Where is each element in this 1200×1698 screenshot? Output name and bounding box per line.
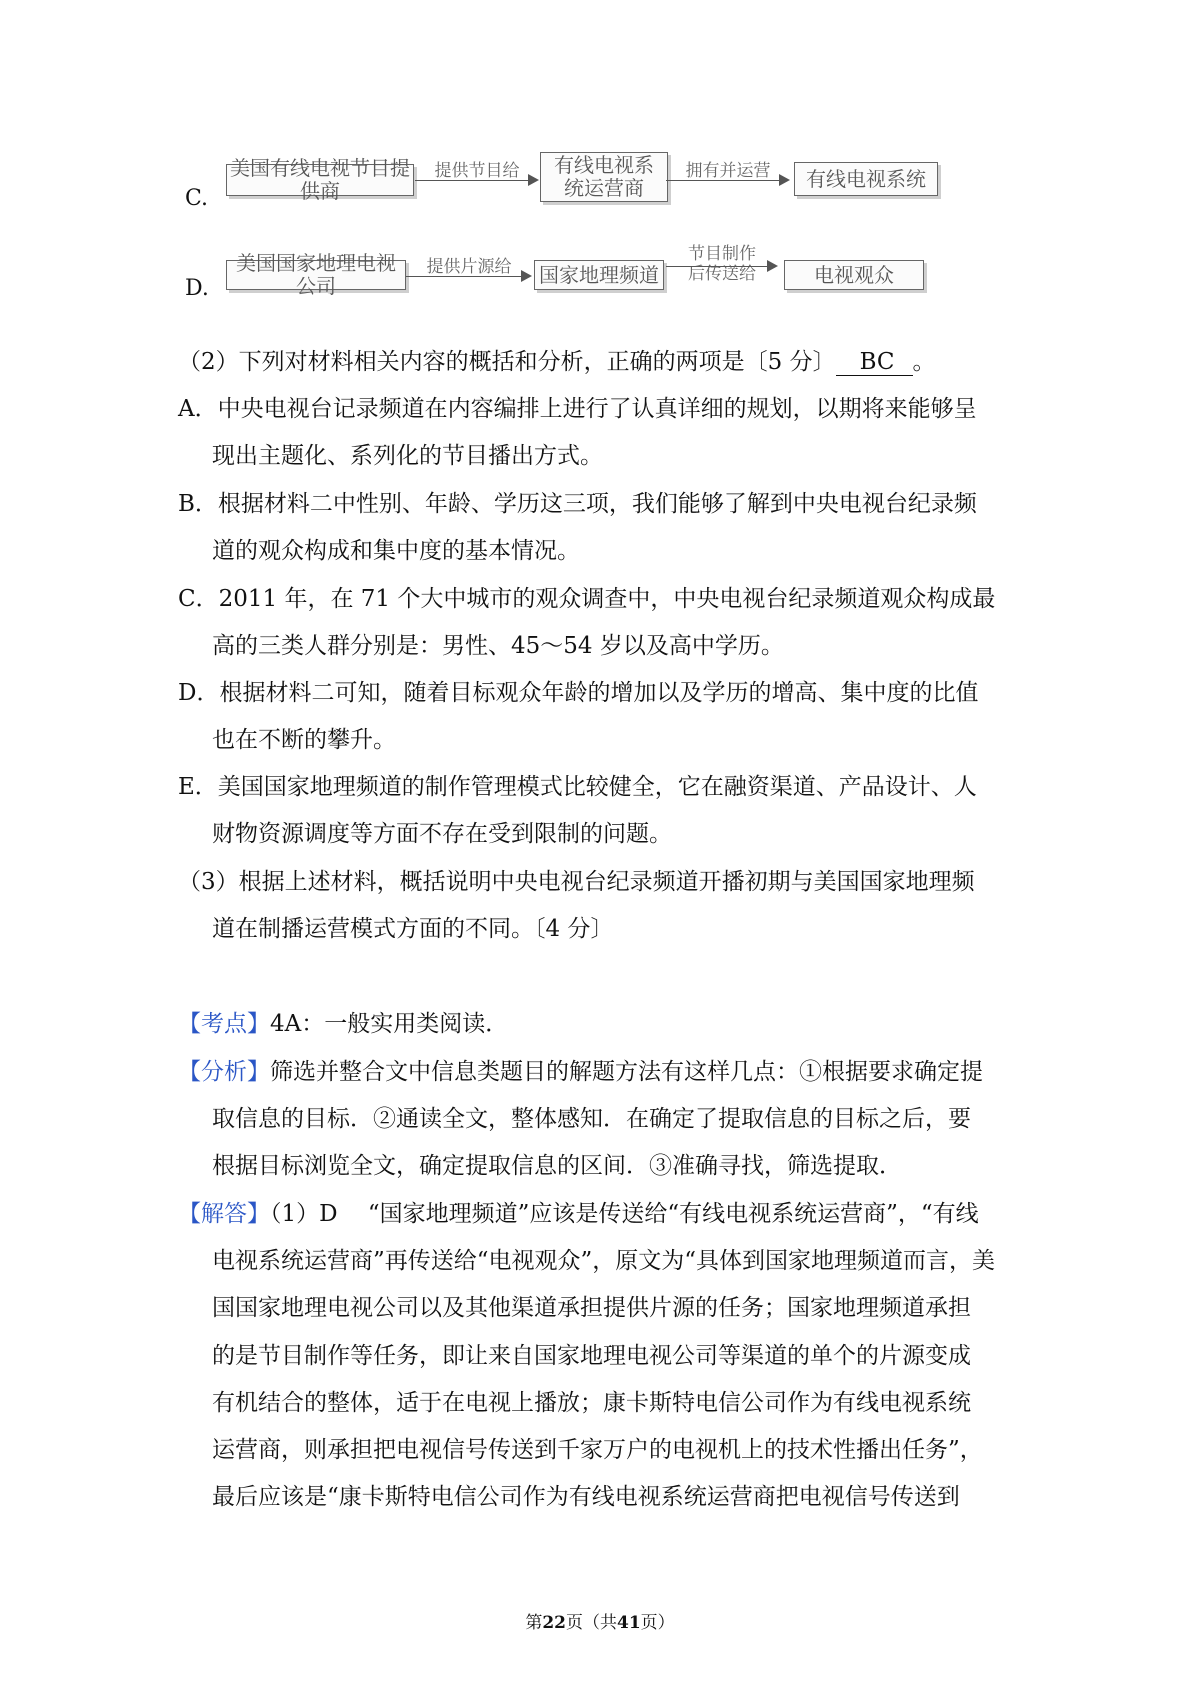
kaodian-text: 4A：一般实用类阅读． <box>270 1011 509 1037</box>
option-d-line1: D．根据材料二可知，随着目标观众年龄的增加以及学历的增高、集中度的比值 <box>178 680 979 706</box>
kaodian-tag: 【考点】 <box>178 1011 270 1037</box>
option-c-line1: C．2011 年，在 71 个大中城市的观众调查中，中央电视台纪录频道观众构成最 <box>178 586 996 612</box>
footer-mid: 页（共 <box>566 1613 617 1633</box>
flow-box-cable-operator: 有线电视系统运营商 <box>540 152 668 202</box>
flow-arrow-c2 <box>666 156 790 196</box>
flow-diagram-c <box>222 153 1022 222</box>
flow-box-natgeo-company: 美国国家地理电视公司 <box>226 260 406 290</box>
fenxi-line1 <box>178 1056 983 1088</box>
question-2-answer: BC <box>836 349 913 376</box>
jieda-line4: 的是节目制作等任务，即让来自国家地理电视公司等渠道的单个的片源变成 <box>212 1343 971 1369</box>
flow-arrow-label: 拥有并运营 <box>685 161 771 181</box>
flow-arrow-c1 <box>415 156 539 196</box>
flow-box-natgeo-channel: 国家地理频道 <box>534 260 664 290</box>
footer-page-number: 22 <box>542 1613 566 1633</box>
flow-arrow-label: 提供片源给 <box>426 257 512 277</box>
jieda-line2: 电视系统运营商”再传送给“电视观众”，原文为“具体到国家地理频道而言，美 <box>212 1248 996 1274</box>
flow-box-tv-audience: 电视观众 <box>784 260 924 290</box>
option-a-line1: A．中央电视台记录频道在内容编排上进行了认真详细的规划，以期将来能够呈 <box>178 396 977 422</box>
arrow-line <box>406 276 522 277</box>
fenxi-tag: 【分析】 <box>178 1059 270 1085</box>
flow-box-cable-provider: 美国有线电视节目提供商 <box>226 164 414 196</box>
footer-pre: 第 <box>525 1613 543 1633</box>
jieda-line3: 国国家地理电视公司以及其他渠道承担提供片源的任务；国家地理频道承担 <box>212 1295 971 1321</box>
fenxi-line2: 取信息的目标．②通读全文，整体感知．在确定了提取信息的目标之后，要 <box>212 1106 971 1132</box>
flow-arrow-label: 节目制作后传送给 <box>688 244 756 284</box>
arrow-head-icon <box>779 174 790 186</box>
kaodian-line <box>178 1008 508 1040</box>
option-b-line2: 道的观众构成和集中度的基本情况。 <box>212 538 580 564</box>
jieda-line1 <box>178 1198 979 1230</box>
flow-arrow-d1 <box>406 252 532 292</box>
fenxi-text-1: 筛选并整合文中信息类题目的解题方法有这样几点：①根据要求确定提 <box>270 1059 983 1085</box>
option-d-letter: D. <box>185 276 209 301</box>
option-e-line1: E．美国国家地理频道的制作管理模式比较健全，它在融资渠道、产品设计、人 <box>178 774 977 800</box>
arrow-head-icon <box>767 260 778 272</box>
jieda-line7: 最后应该是“康卡斯特电信公司作为有线电视系统运营商把电视信号传送到 <box>212 1484 960 1510</box>
flow-arrow-d2 <box>666 244 778 294</box>
flow-diagram-d <box>222 244 1022 318</box>
option-c-letter: C. <box>185 186 209 211</box>
option-c-line2: 高的三类人群分别是：男性、45～54 岁以及高中学历。 <box>212 633 784 659</box>
jieda-tag: 【解答】 <box>178 1201 270 1227</box>
option-e-line2: 财物资源调度等方面不存在受到限制的问题。 <box>212 821 672 847</box>
flow-arrow-label: 提供节目给 <box>434 161 520 181</box>
question-3-line1: （3）根据上述材料，概括说明中央电视台纪录频道开播初期与美国国家地理频 <box>178 869 975 895</box>
question-3-line2: 道在制播运营模式方面的不同。〔4 分〕 <box>212 916 614 942</box>
arrow-line <box>415 180 529 181</box>
page-footer <box>0 1608 1200 1633</box>
question-2-end: 。 <box>912 349 936 375</box>
option-a-line2: 现出主题化、系列化的节目播出方式。 <box>212 443 603 469</box>
question-2-stem <box>178 346 936 378</box>
arrow-line <box>666 266 768 267</box>
jieda-line6: 运营商，则承担把电视信号传送到千家万户的电视机上的技术性播出任务”， <box>212 1437 983 1463</box>
flow-box-cable-system: 有线电视系统 <box>794 162 938 196</box>
question-2-text: （2）下列对材料相关内容的概括和分析，正确的两项是〔5 分〕 <box>178 349 836 375</box>
arrow-head-icon <box>528 174 539 186</box>
arrow-line <box>666 180 780 181</box>
jieda-line5: 有机结合的整体，适于在电视上播放；康卡斯特电信公司作为有线电视系统 <box>212 1390 971 1416</box>
footer-post: 页） <box>640 1613 675 1633</box>
jieda-text-1: （1）D “国家地理频道”应该是传送给“有线电视系统运营商”，“有线 <box>270 1201 979 1227</box>
fenxi-line3: 根据目标浏览全文，确定提取信息的区间．③准确寻找，筛选提取． <box>212 1153 902 1179</box>
option-b-line1: B．根据材料二中性别、年龄、学历这三项，我们能够了解到中央电视台纪录频 <box>178 491 977 517</box>
option-d-line2: 也在不断的攀升。 <box>212 727 396 753</box>
footer-total-pages: 41 <box>617 1613 641 1633</box>
arrow-head-icon <box>521 270 532 282</box>
